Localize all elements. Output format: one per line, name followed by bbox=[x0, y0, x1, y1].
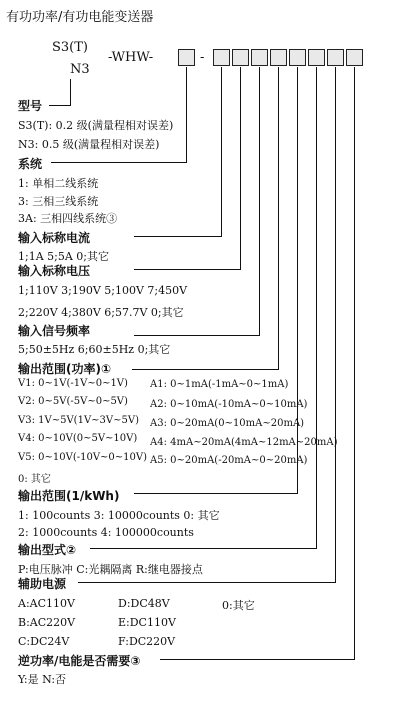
code-box bbox=[213, 49, 230, 66]
voltage-heading: 输入标称电压 bbox=[18, 264, 91, 278]
system-line: 1: 单相二线系统 bbox=[18, 177, 99, 190]
output-current-option: A5: 0~20mA(-20mA~0~20mA) bbox=[150, 455, 308, 466]
code-box bbox=[251, 49, 268, 66]
connector-line bbox=[354, 67, 355, 660]
frequency-heading: 输入信号频率 bbox=[18, 324, 91, 338]
output-type-line: P:电压脉冲 C:光耦隔离 R:继电器接点 bbox=[18, 563, 203, 576]
model-whw: -WHW- bbox=[108, 50, 154, 65]
output-voltage-option: V4: 0~10V(0~5V~10V) bbox=[18, 433, 138, 444]
output-voltage-option: 0: 其它 bbox=[18, 474, 51, 485]
reverse-line: Y:是 N:否 bbox=[18, 673, 67, 686]
connector-line bbox=[297, 67, 298, 494]
connector-line bbox=[186, 67, 187, 163]
output-kwh-heading: 输出范围(1/kWh) bbox=[18, 489, 120, 503]
code-box bbox=[289, 49, 306, 66]
connector-line bbox=[259, 67, 260, 336]
aux-power-option: C:DC24V bbox=[18, 635, 70, 648]
connector-line bbox=[240, 67, 241, 270]
connector-line bbox=[134, 236, 222, 237]
type-line: S3(T): 0.2 级(满量程相对误差) bbox=[18, 119, 174, 132]
output-voltage-option: V5: 0~10V(-10V~0~10V) bbox=[18, 452, 148, 463]
code-box bbox=[178, 49, 195, 66]
current-line: 1;1A 5;5A 0;其它 bbox=[18, 250, 109, 263]
connector-line bbox=[90, 548, 317, 549]
model-dash: - bbox=[200, 50, 205, 65]
aux-power-option: D:DC48V bbox=[118, 597, 170, 610]
voltage-line: 2;220V 4;380V 6;57.7V 0;其它 bbox=[18, 306, 184, 319]
connector-line bbox=[70, 79, 71, 106]
connector-line bbox=[316, 67, 317, 549]
connector-line bbox=[134, 493, 298, 494]
output-current-option: A3: 0~20mA(0~10mA~20mA) bbox=[150, 418, 305, 429]
aux-power-option: 0:其它 bbox=[222, 599, 255, 612]
aux-power-option: A:AC110V bbox=[18, 597, 75, 610]
code-box bbox=[308, 49, 325, 66]
output-kwh-line: 2: 1000counts 4: 100000counts bbox=[18, 526, 194, 539]
model-s3: S3(T) bbox=[52, 40, 88, 55]
aux-power-option: B:AC220V bbox=[18, 616, 76, 629]
output-voltage-option: V1: 0~1V(-1V~0~1V) bbox=[18, 378, 128, 389]
connector-line bbox=[221, 67, 222, 237]
system-line: 3A: 三相四线系统③ bbox=[18, 212, 118, 225]
connector-line bbox=[335, 67, 336, 583]
type-line: N3: 0.5 级(满量程相对误差) bbox=[18, 138, 160, 151]
aux-power-heading: 辅助电源 bbox=[18, 577, 67, 591]
voltage-line: 1;110V 3;190V 5;100V 7;450V bbox=[18, 284, 188, 297]
page-title: 有功功率/有功电能变送器 bbox=[6, 10, 154, 25]
output-current-option: A2: 0~10mA(-10mA~0~10mA) bbox=[150, 399, 308, 410]
output-voltage-option: V2: 0~5V(-5V~0~5V) bbox=[18, 396, 128, 407]
connector-line bbox=[51, 162, 187, 163]
connector-line bbox=[132, 369, 279, 370]
current-heading: 输入标称电流 bbox=[18, 231, 91, 245]
output-type-heading: 输出型式② bbox=[18, 543, 77, 557]
system-line: 3: 三相三线系统 bbox=[18, 195, 99, 208]
code-box bbox=[327, 49, 344, 66]
reverse-heading: 逆功率/电能是否需要③ bbox=[18, 654, 141, 668]
model-n3: N3 bbox=[70, 62, 90, 77]
type-heading: 型号 bbox=[18, 99, 43, 113]
connector-line bbox=[134, 269, 241, 270]
output-kwh-line: 1: 100counts 3: 10000counts 0: 其它 bbox=[18, 509, 220, 522]
code-box bbox=[346, 49, 363, 66]
code-box bbox=[270, 49, 287, 66]
output-current-option: A1: 0~1mA(-1mA~0~1mA) bbox=[150, 379, 289, 390]
connector-line bbox=[160, 659, 355, 660]
output-power-heading: 输出范围(功率)① bbox=[18, 362, 112, 376]
connector-line bbox=[278, 67, 279, 370]
aux-power-option: F:DC220V bbox=[118, 635, 176, 648]
aux-power-option: E:DC110V bbox=[118, 616, 176, 629]
connector-line bbox=[134, 335, 260, 336]
output-voltage-option: V3: 1V~5V(1V~3V~5V) bbox=[18, 415, 139, 426]
frequency-line: 5;50±5Hz 6;60±5Hz 0;其它 bbox=[18, 343, 171, 356]
system-heading: 系统 bbox=[18, 157, 43, 171]
code-box bbox=[232, 49, 249, 66]
connector-line bbox=[49, 105, 71, 106]
connector-line bbox=[78, 582, 336, 583]
output-current-option: A4: 4mA~20mA(4mA~12mA~20mA) bbox=[150, 437, 338, 448]
